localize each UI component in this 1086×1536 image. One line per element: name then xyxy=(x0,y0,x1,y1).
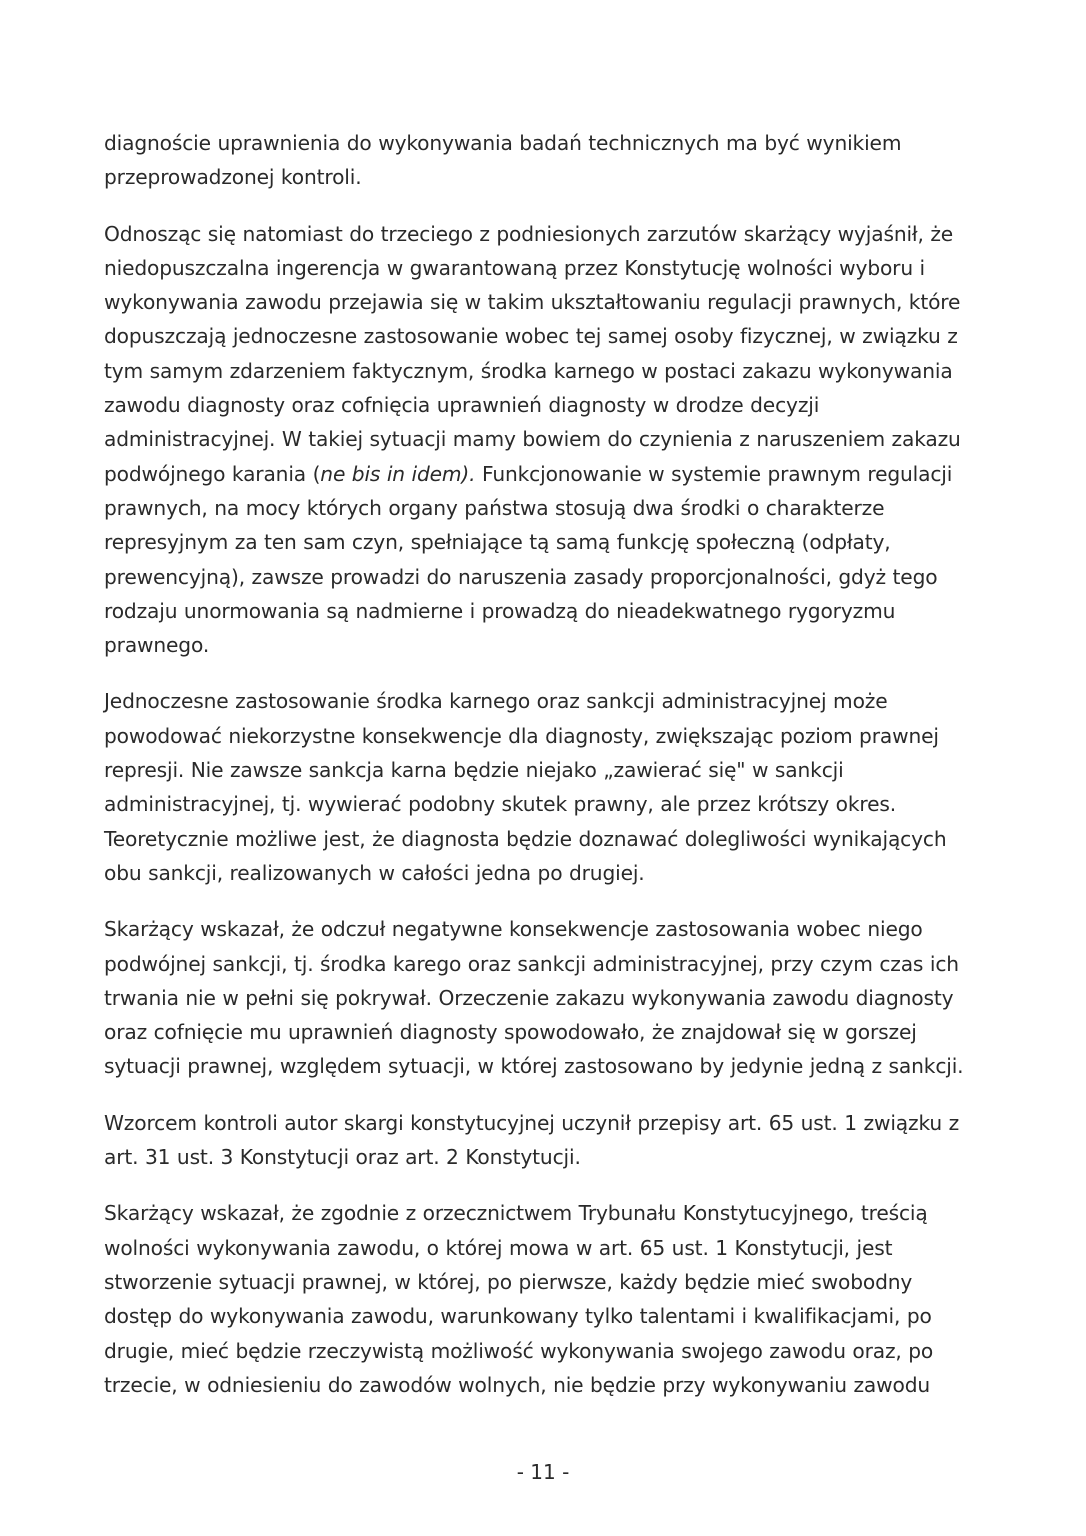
text-line: powodować niekorzystne konsekwencje dla diagnosty, zwiększając poziom prawnej xyxy=(104,723,939,748)
document-body xyxy=(104,126,984,1424)
text-line: prawnych, na mocy których organy państwa stosują dwa środki o charakterze xyxy=(104,495,885,520)
text-line: trzecie, w odniesieniu do zawodów wolnych, nie będzie przy wykonywaniu zawodu xyxy=(104,1372,931,1397)
text-line: przeprowadzonej kontroli. xyxy=(104,165,362,190)
paragraph-4 xyxy=(104,912,984,1083)
paragraph-6 xyxy=(104,1196,984,1402)
text-line: oraz cofnięcie mu uprawnień diagnosty spowodowało, że znajdował się w gorszej xyxy=(104,1020,917,1045)
text-line: dopuszczają jednoczesne zastosowanie wobec tej samej osoby fizycznej, w związku z xyxy=(104,324,958,349)
text-line: wykonywania zawodu przejawia się w takim ukształtowaniu regulacji prawnych, które xyxy=(104,290,961,315)
text-line: rodzaju unormowania są nadmierne i prowadzą do nieadekwatnego rygoryzmu xyxy=(104,598,896,623)
text-line: podwójnej sankcji, tj. środka karego oraz sankcji administracyjnej, przy czym czas ich xyxy=(104,951,959,976)
text-line: wolności wykonywania zawodu, o której mowa w art. 65 ust. 1 Konstytucji, jest xyxy=(104,1235,893,1260)
paragraph-3 xyxy=(104,684,984,890)
text-line: prawnego. xyxy=(104,633,210,658)
text-line: sytuacji prawnej, względem sytuacji, w której zastosowano by jedynie jedną z sankcji. xyxy=(104,1054,964,1079)
text-run: Funkcjonowanie w systemie prawnym regulacji xyxy=(475,461,953,486)
text-line: Jednoczesne zastosowanie środka karnego oraz sankcji administracyjnej może xyxy=(104,689,888,714)
text-line: administracyjnej, tj. wywierać podobny skutek prawny, ale przez krótszy okres. xyxy=(104,792,897,817)
text-line: tym samym zdarzeniem faktycznym, środka karnego w postaci zakazu wykonywania xyxy=(104,358,953,383)
text-line: trwania nie w pełni się pokrywał. Orzeczenie zakazu wykonywania zawodu diagnosty xyxy=(104,985,954,1010)
text-line: niedopuszczalna ingerencja w gwarantowaną przez Konstytucję wolności wyboru i xyxy=(104,255,926,280)
text-line: represji. Nie zawsze sankcja karna będzie niejako „zawierać się" w sankcji xyxy=(104,758,844,783)
text-line: drugie, mieć będzie rzeczywistą możliwość wykonywania swojego zawodu oraz, po xyxy=(104,1338,934,1363)
text-line: administracyjnej. W takiej sytuacji mamy bowiem do czynienia z naruszeniem zakazu xyxy=(104,427,961,452)
paragraph-5 xyxy=(104,1106,984,1175)
text-line: obu sankcji, realizowanych w całości jedna po drugiej. xyxy=(104,860,645,885)
text-line: represyjnym za ten sam czyn, spełniające tą samą funkcję społeczną (odpłaty, xyxy=(104,530,891,555)
text-line: Teoretycznie możliwe jest, że diagnosta będzie doznawać dolegliwości wynikających xyxy=(104,826,947,851)
text-line-with-italic xyxy=(104,457,984,491)
text-line: diagnoście uprawnienia do wykonywania badań technicznych ma być wynikiem xyxy=(104,131,902,155)
paragraph-2 xyxy=(104,217,984,663)
text-line: stworzenie sytuacji prawnej, w której, po pierwsze, każdy będzie mieć swobodny xyxy=(104,1269,913,1294)
text-line: prewencyjną), zawsze prowadzi do naruszenia zasady proporcjonalności, gdyż tego xyxy=(104,564,938,589)
italic-latin-phrase: ne bis in idem). xyxy=(320,461,476,486)
text-line: Wzorcem kontroli autor skargi konstytucyjnej uczynił przepisy art. 65 ust. 1 związku z xyxy=(104,1110,960,1135)
text-line: Odnosząc się natomiast do trzeciego z podniesionych zarzutów skarżący wyjaśnił, że xyxy=(104,221,954,246)
text-line: dostęp do wykonywania zawodu, warunkowany tylko talentami i kwalifikacjami, po xyxy=(104,1304,932,1329)
text-line: Skarżący wskazał, że odczuł negatywne konsekwencje zastosowania wobec niego xyxy=(104,917,923,942)
text-line: zawodu diagnosty oraz cofnięcia uprawnień diagnosty w drodze decyzji xyxy=(104,393,820,418)
text-run: podwójnego karania ( xyxy=(104,461,321,486)
text-line: Skarżący wskazał, że zgodnie z orzecznictwem Trybunału Konstytucyjnego, treścią xyxy=(104,1201,928,1226)
page-number: - 11 - xyxy=(516,1460,570,1484)
paragraph-1 xyxy=(104,126,984,195)
text-line: art. 31 ust. 3 Konstytucji oraz art. 2 Konstytucji. xyxy=(104,1145,581,1170)
